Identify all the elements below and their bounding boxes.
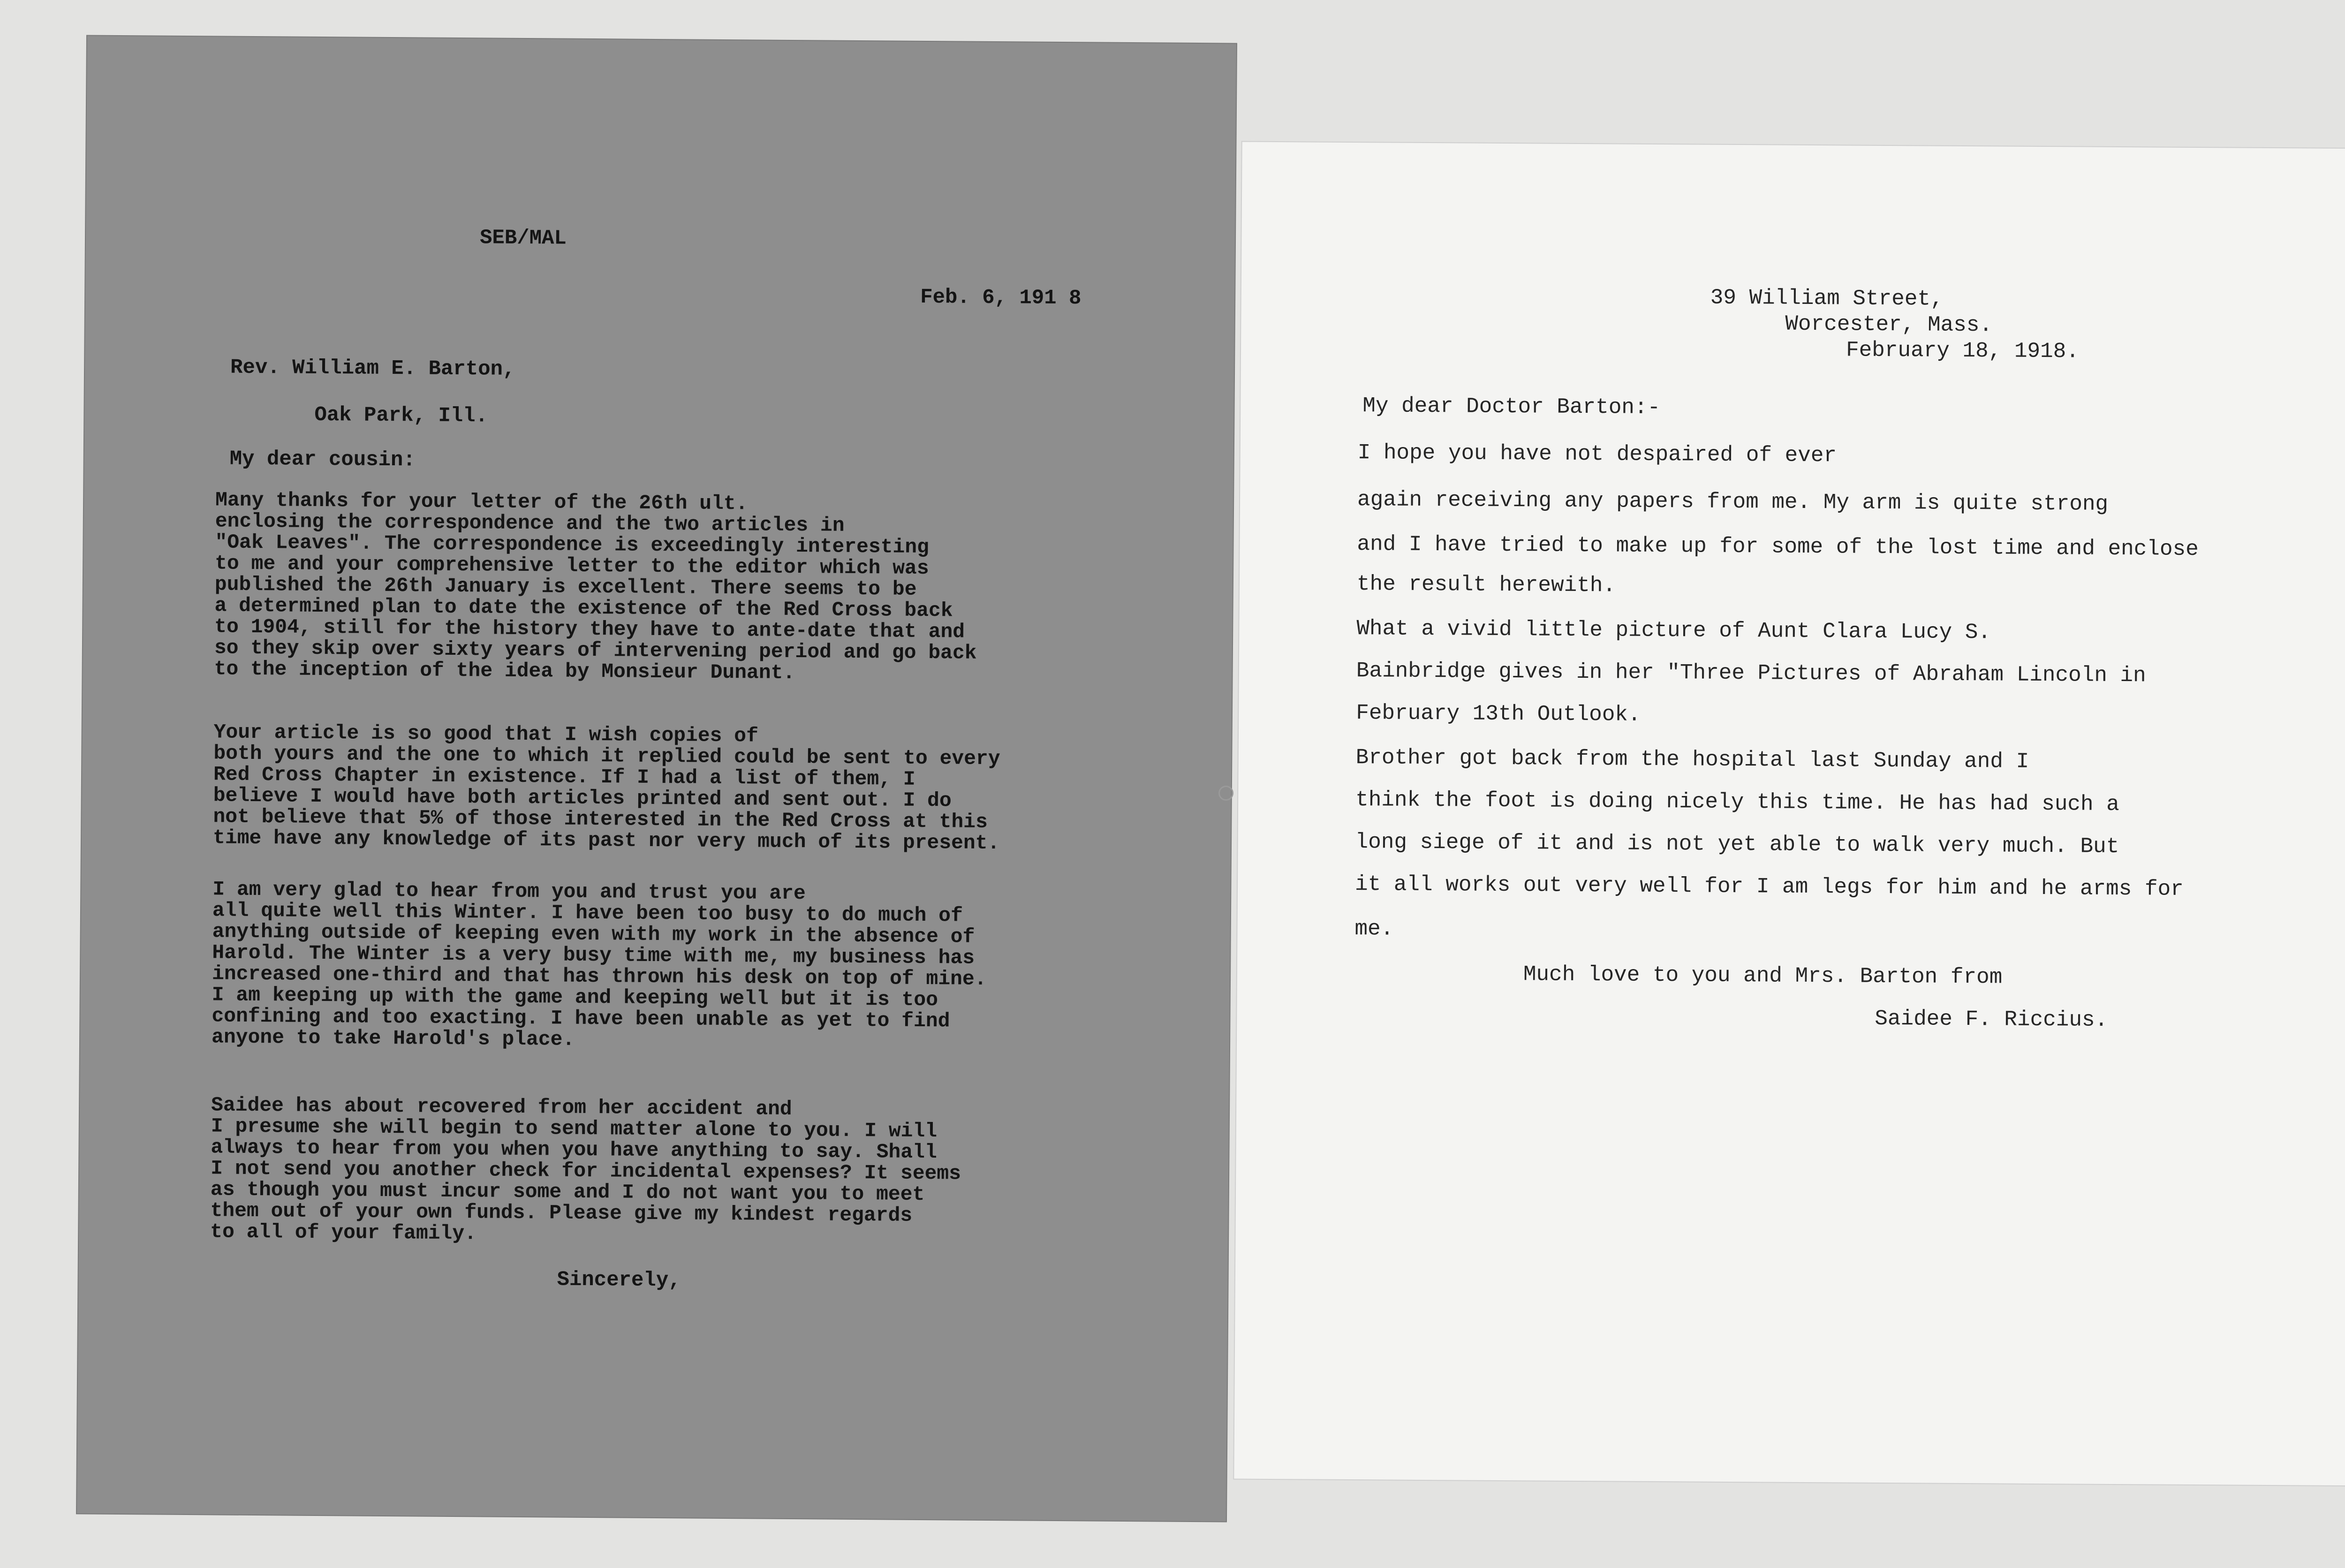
paragraph: Saidee has about recovered from her accident and I presume she will begin to send matter alone to you. I will always to hear from you when you have anything to say. Shall I not send you another check for incidental expenses? It seems as though you must incur some and I do not want you to meet them out of your own funds. Please give my kindest regards to all of your family.	[210, 1093, 961, 1245]
punch-hole-mark	[1218, 786, 1233, 801]
text-line: think the foot is doing nicely this time. He has had such a	[1355, 788, 2119, 817]
text-line: it all works out very well for I am legs for him and he arms for	[1354, 872, 2184, 901]
text-line: long siege of it and is not yet able to walk very much. But	[1355, 830, 2119, 859]
text-line: Bainbridge gives in her "Three Pictures of Abraham Lincoln in	[1356, 659, 2146, 688]
address-line: Worcester, Mass.	[1785, 311, 1993, 338]
salutation: My dear cousin:	[229, 447, 416, 472]
salutation: My dear Doctor Barton:-	[1362, 394, 1661, 420]
letter-date: Feb. 6, 191 8	[920, 285, 1082, 311]
left-letter-sheet	[77, 36, 1236, 1521]
closing: Sincerely,	[557, 1268, 681, 1293]
letter-date: February 18, 1918.	[1846, 338, 2080, 364]
text-line: Brother got back from the hospital last Sunday and I	[1355, 745, 2029, 774]
text-line: again receiving any papers from me. My arm is quite strong	[1357, 487, 2109, 516]
reference-initials: SEB/MAL	[479, 226, 567, 250]
text-line: me.	[1354, 917, 1394, 941]
paragraph: Many thanks for your letter of the 26th ult. enclosing the correspondence and the two articles in "Oak Leaves". The correspondence is exceedingly interesting to me and your comprehensive letter to the editor which was published the 26th January is excellent. There seems to be a determined plan to date the existence of the Red Cross back to 1904, still for the history they have to ante-date that and so they skip over sixty years of intervening period and go back to the inception of the idea by Monsieur Dunant.	[214, 488, 977, 685]
paragraph: I am very glad to hear from you and trust you are all quite well this Winter. I have been too busy to do much of anything outside of keeping even with my work in the absence of Harold. The Winter is a very busy time with me, my business has increased one-third and that has thrown his desk on top of mine. I am keeping up with the game and keeping well but it is too confining and too exacting. I have been unable as yet to find anyone to take Harold's place.	[211, 878, 987, 1051]
closing: Much love to you and Mrs. Barton from	[1523, 962, 2003, 990]
text-line: I hope you have not despaired of ever	[1357, 440, 1837, 468]
right-letter-sheet	[1234, 142, 2345, 1486]
signature: Saidee F. Riccius.	[1875, 1006, 2108, 1032]
text-line: What a vivid little picture of Aunt Clara Lucy S.	[1356, 616, 1991, 645]
recipient-place: Oak Park, Ill.	[314, 403, 488, 428]
text-line: the result herewith.	[1356, 572, 1616, 598]
address-line: 39 William Street,	[1710, 285, 1944, 311]
paragraph: Your article is so good that I wish copies of both yours and the one to which it replied could be sent to every Red Cross Chapter in existence. If I had a list of them, I believe I would have both articles printed and sent out. I do not believe that 5% of those interested in the Red Cross at this time have any knowledge of its past nor very much of its present.	[212, 720, 1000, 855]
text-line: February 13th Outlook.	[1356, 701, 1641, 727]
recipient-name: Rev. William E. Barton,	[230, 356, 515, 381]
text-line: and I have tried to make up for some of the lost time and enclose	[1357, 532, 2199, 562]
